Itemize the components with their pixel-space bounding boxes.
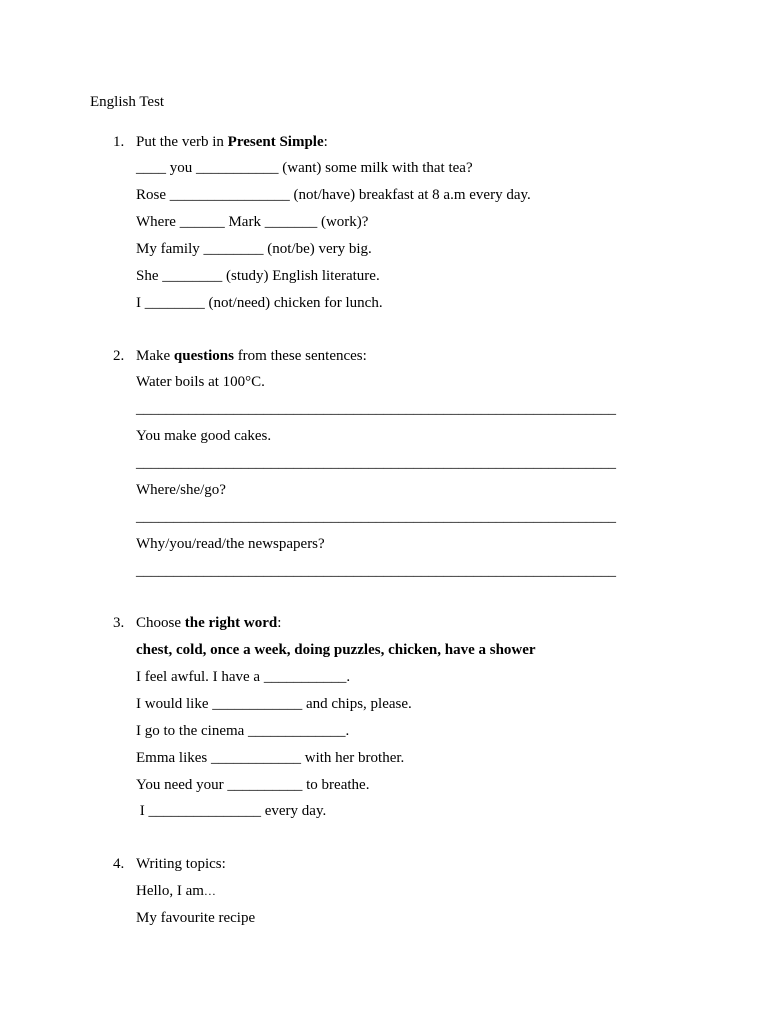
section-2-item: Where/she/go? [136,482,226,498]
writing-topic-text: Hello, I am [136,883,204,899]
section-2-heading [136,346,367,366]
section-1-line: My family ________ (not/be) very big. [136,241,372,257]
section-3-heading-bold: the right word [184,615,278,631]
word-bank [136,640,536,660]
section-3-line: Emma likes ____________ with her brother. [136,750,405,766]
page-title: English Test [90,94,165,110]
section-1-heading-pre: Put the verb in [136,134,228,150]
section-2-heading-pre: Make [136,348,174,364]
writing-topic [136,881,217,901]
section-3-line: I go to the cinema _____________. [136,723,350,739]
section-2-heading-bold: questions [173,348,234,364]
section-1-line: Rose ________________ (not/have) breakfast at 8 a.m every day. [136,187,531,203]
section-2-item: Water boils at 100°C. [136,374,265,390]
section-4-heading: Writing topics: [136,856,226,872]
section-3-heading [136,613,281,633]
writing-topic: My favourite recipe [136,910,256,926]
section-1-line: Where ______ Mark _______ (work)? [136,214,369,230]
section-3-line: I feel awful. I have a ___________. [136,669,351,685]
section-1-line: I ________ (not/need) chicken for lunch. [136,295,383,311]
section-2-item: You make good cakes. [136,428,272,444]
section-2-number: 2. [113,348,125,364]
section-2-heading-post: from these sentences: [233,348,367,364]
section-2-item: Why/you/read/the newspapers? [136,536,325,552]
section-4-number: 4. [113,856,125,872]
answer-line: ________________________________________________________________ [136,509,616,525]
answer-line: ________________________________________________________________ [136,401,616,417]
section-3-heading-pre: Choose [136,615,185,631]
section-3-heading-post: : [277,615,282,631]
answer-line: ________________________________________________________________ [136,563,616,579]
writing-topic-ellipsis: … [203,884,217,898]
section-1-heading-bold: Present Simple [227,134,324,150]
section-1-line: ____ you ___________ (want) some milk with that tea? [136,160,473,176]
section-3-number: 3. [113,615,125,631]
section-1-line: She ________ (study) English literature. [136,268,380,284]
section-1-heading [136,132,328,152]
section-3-line: You need your __________ to breathe. [136,777,370,793]
section-3-line: I would like ____________ and chips, please. [136,696,412,712]
section-1-heading-post: : [323,134,328,150]
answer-line: ________________________________________________________________ [136,455,616,471]
word-bank-text: chest, cold, once a week, doing puzzles, chicken, have a shower [136,642,536,658]
section-1-number: 1. [113,134,125,150]
section-3-line: I _______________ every day. [136,803,327,819]
